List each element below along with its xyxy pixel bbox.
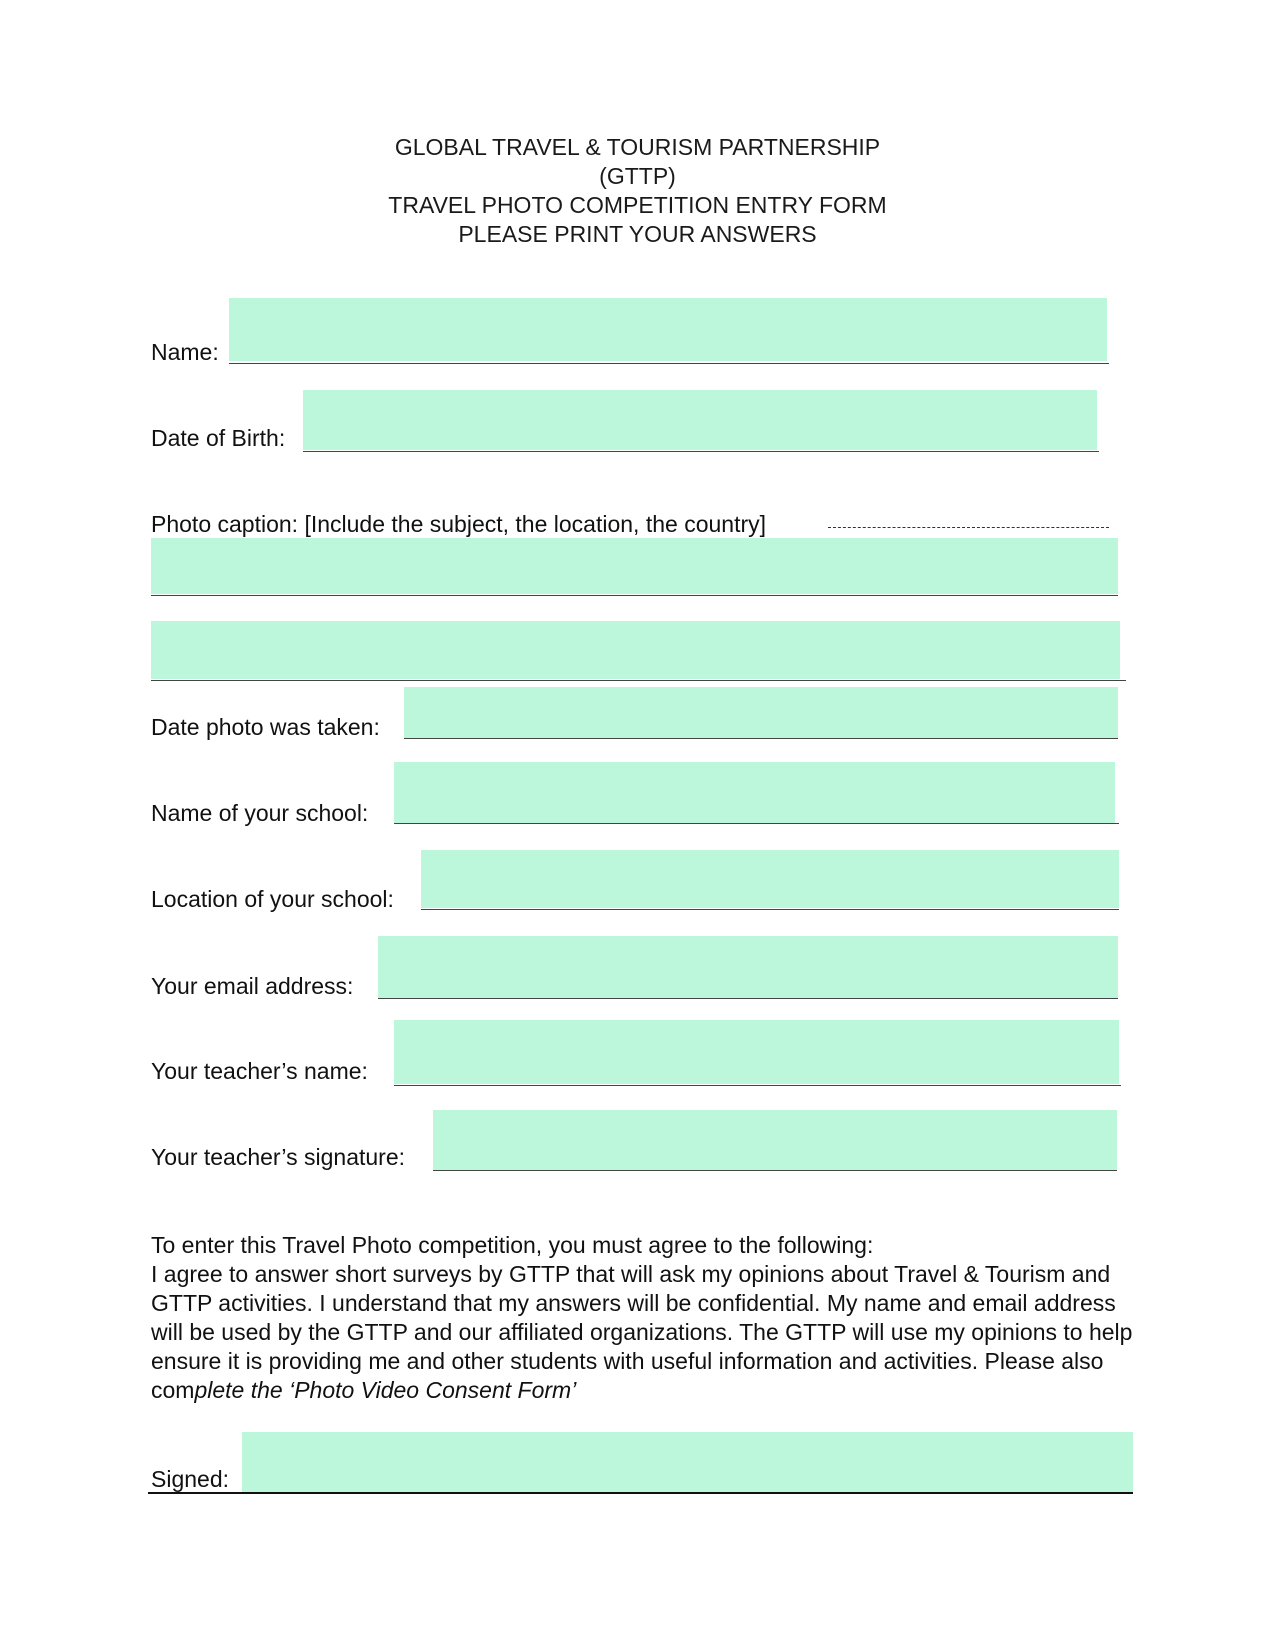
caption-underline-2	[151, 680, 1126, 681]
caption-dashes	[828, 527, 1109, 528]
teacher-name-field[interactable]	[394, 1020, 1119, 1084]
name-field[interactable]	[229, 298, 1107, 361]
signature-field[interactable]	[242, 1432, 1133, 1492]
signature-underline	[148, 1492, 1133, 1494]
school-location-underline	[421, 909, 1119, 910]
teacher-name-label: Your teacher’s name:	[151, 1058, 368, 1084]
caption-underline-1	[151, 595, 1118, 596]
teacher-signature-label: Your teacher’s signature:	[151, 1144, 406, 1170]
photo-date-label: Date photo was taken:	[151, 714, 380, 740]
signed-label: Signed:	[151, 1466, 230, 1492]
name-underline	[229, 363, 1109, 364]
agreement-intro: To enter this Travel Photo competition, you must agree to the following:	[151, 1232, 874, 1258]
email-underline	[378, 998, 1118, 999]
school-name-field[interactable]	[394, 762, 1115, 823]
teacher-signature-underline	[433, 1170, 1117, 1171]
dob-underline	[303, 451, 1099, 452]
email-field[interactable]	[378, 936, 1118, 998]
org-abbreviation: (GTTP)	[599, 163, 676, 189]
school-name-underline	[394, 823, 1119, 824]
email-label: Your email address:	[151, 973, 354, 999]
agreement-text	[151, 1231, 1141, 1405]
dob-label: Date of Birth:	[151, 425, 286, 451]
form-header	[0, 133, 1275, 249]
photo-date-field[interactable]	[404, 687, 1118, 738]
form-title: TRAVEL PHOTO COMPETITION ENTRY FORM	[388, 192, 887, 218]
caption-field-line1[interactable]	[151, 538, 1118, 594]
photo-date-underline	[404, 738, 1118, 739]
agreement-body: I agree to answer short surveys by GTTP that will ask my opinions about Travel & Tourism and GTTP activities. I understand that my answers will be confidential. My name and email address will be used by the GTTP and our affiliated organizations. The GTTP will use my opinions to help ensure it is providing me and other students with useful information and activities. Please also complete the ‘Photo Video Consent Form’	[151, 1261, 1133, 1403]
dob-field[interactable]	[303, 390, 1097, 450]
consent-form-reference: plete the ‘Photo Video Consent Form’	[194, 1377, 577, 1403]
teacher-name-underline	[394, 1085, 1121, 1086]
school-location-label: Location of your school:	[151, 886, 394, 912]
caption-label: Photo caption: [Include the subject, the location, the country]	[151, 511, 767, 537]
school-name-label: Name of your school:	[151, 800, 369, 826]
caption-field-line2[interactable]	[151, 621, 1120, 679]
school-location-field[interactable]	[421, 850, 1119, 908]
teacher-signature-field[interactable]	[433, 1110, 1117, 1170]
print-instruction: PLEASE PRINT YOUR ANSWERS	[458, 221, 817, 247]
name-label: Name:	[151, 339, 219, 365]
org-title: GLOBAL TRAVEL & TOURISM PARTNERSHIP	[394, 134, 881, 160]
